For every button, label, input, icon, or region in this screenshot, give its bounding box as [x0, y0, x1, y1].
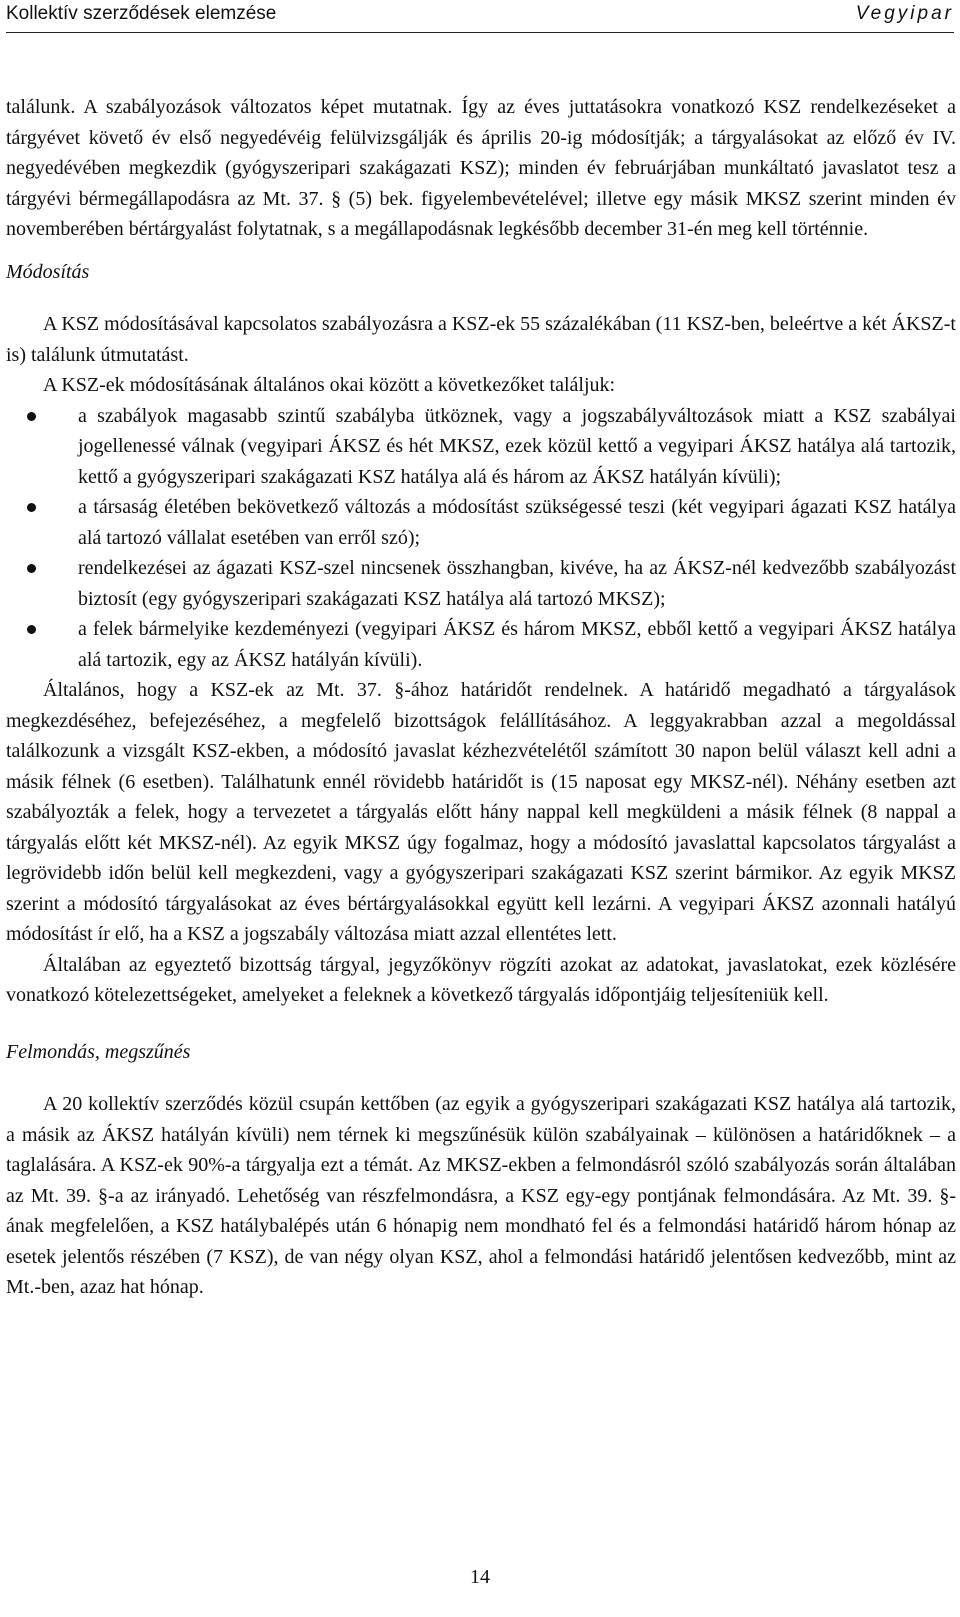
- bullet-icon: [27, 564, 36, 573]
- reasons-list: [6, 401, 956, 676]
- document-title: Kollektív szerződések elemzése: [6, 3, 277, 24]
- list-item: a felek bármelyike kezdeményezi (vegyipari ÁKSZ és három MKSZ, ebből kettő a vegyipari ÁKSZ hatálya alá tartozik, egy az ÁKSZ hatályán kívüli).: [6, 614, 956, 675]
- bullet-icon: [27, 625, 36, 634]
- paragraph-felmondas: A 20 kollektív szerződés közül csupán kettőben (az egyik a gyógyszeripari szakágazati KSZ hatálya alá tartozik, a másik az ÁKSZ hatályán kívüli) nem térnek ki megszűnésük külön szabályainak – különösen a határidőknek – a taglalására. A KSZ-ek 90%-a tárgyalja ezt a témát. Az MKSZ-ekben a felmondásról szóló szabályozás során általában az Mt. 39. §-a az irányadó. Lehetőség van részfelmondásra, a KSZ egy-egy pontjának felmondására. Az Mt. 39. §-ának megfelelően, a KSZ hatálybalépés után 6 hónapig nem mondható fel és a felmondási határidő három hónap az esetek jelentős részében (7 KSZ), de van négy olyan KSZ, ahol a felmondási határidő jelentősen kedvezőbb, mint az Mt.-ben, azaz hat hónap.: [6, 1093, 956, 1298]
- list-item: a társaság életében bekövetkező változás a módosítást szükségessé teszi (két vegyipari ágazati KSZ hatálya alá tartozó vállalat esetében van erről szó);: [6, 492, 956, 553]
- page-body: [6, 92, 956, 1303]
- page-number: 14: [470, 1566, 490, 1588]
- running-header: [6, 0, 954, 33]
- bullet-icon: [27, 412, 36, 421]
- section-name: Vegyipar: [855, 3, 954, 24]
- paragraph-reasons-intro: A KSZ-ek módosításának általános okai között a következőket találjuk:: [43, 374, 616, 396]
- paragraph-modositas: A KSZ módosításával kapcsolatos szabályozásra a KSZ-ek 55 százalékában (11 KSZ-ben, beleértve a két ÁKSZ-t is) találunk útmutatást.: [6, 313, 956, 366]
- list-item: a szabályok magasabb szintű szabályba ütköznek, vagy a jogszabályváltozások miatt a KSZ szabályai jogellenessé válnak (vegyipari ÁKSZ és hét MKSZ, ezek közül kettő a vegyipari ÁKSZ hatálya alá tartozik, kettő a gyógyszeripari szakágazati KSZ hatálya alá és három az ÁKSZ hatályán kívüli);: [6, 401, 956, 493]
- list-item: rendelkezései az ágazati KSZ-szel nincsenek összhangban, kivéve, ha az ÁKSZ-nél kedvezőbb szabályozást biztosít (egy gyógyszeripari szakágazati KSZ hatálya alá tartozó MKSZ);: [6, 553, 956, 614]
- paragraph-committee: Általában az egyeztető bizottság tárgyal, jegyzőkönyv rögzíti azokat az adatokat, javaslatokat, ezek közlésére vonatkozó kötelezettségeket, amelyeket a feleknek a következő tárgyalás időpontjáig teljesíteniük kell.: [6, 953, 956, 1006]
- heading-modositas: Módosítás: [6, 260, 90, 283]
- paragraph-deadlines: Általános, hogy a KSZ-ek az Mt. 37. §-ához határidőt rendelnek. A határidő megadható a tárgyalások megkezdéséhez, befejezéséhez, a megfelelő bizottságok felállításához. A leggyakrabban azzal a megoldással találkozunk a vizsgált KSZ-ekben, a módosító javaslat kézhezvételétől számított 30 napon belül választ kell adni a másik félnek (6 esetben). Találhatunk ennél rövidebb határidőt is (15 naposat egy MKSZ-nél). Néhány esetben azt szabályozták a felek, hogy a tervezetet a tárgyalás előtt hány nappal kell megküldeni a másik félnek (8 nappal a tárgyalás előtt két MKSZ-nél). Az egyik MKSZ úgy fogalmaz, hogy a módosító javaslattal kapcsolatos tárgyalást a legrövidebb időn belül kell megkezdeni, vagy a gyógyszeripari szakágazati KSZ szerint bármikor. Az egyik MKSZ szerint a módosító tárgyalásokat az éves bértárgyalásokkal együtt kell lezárni. A vegyipari ÁKSZ azonnali hatályú módosítást ír elő, ha a KSZ a jogszabály változása miatt azzal ellentétes lett.: [6, 679, 956, 945]
- bullet-icon: [27, 503, 36, 512]
- heading-felmondas: Felmondás, megszűnés: [6, 1040, 191, 1063]
- paragraph-intro: találunk. A szabályozások változatos képet mutatnak. Így az éves juttatásokra vonatkozó KSZ rendelkezéseket a tárgyévet követő év első negyedévéig felülvizsgálják és április 20-ig módosítják; a tárgyalásokat az előző év IV. negyedévében megkezdik (gyógyszeripari szakágazati KSZ); minden év februárjában munkáltató javaslatot tesz a tárgyévi bérmegállapodásra az Mt. 37. § (5) bek. figyelembevételével; illetve egy másik MKSZ szerint minden év novemberében bértárgyalást folytatnak, s a megállapodásnak legkésőbb december 31-én meg kell történnie.: [6, 96, 956, 240]
